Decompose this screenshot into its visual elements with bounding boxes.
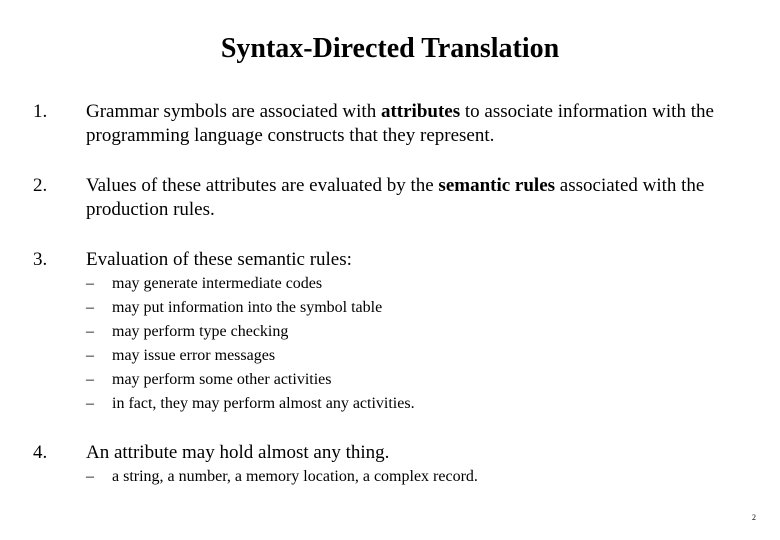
list-item	[86, 368, 415, 392]
list-item-text: may issue error messages	[112, 347, 276, 364]
page-number: 2	[752, 513, 756, 522]
point-2-bold-term: semantic rules	[438, 175, 556, 196]
point-3-text: Evaluation of these semantic rules:	[86, 249, 352, 270]
point-4-text: An attribute may hold almost any thing.	[86, 442, 390, 463]
dash-bullet: –	[86, 299, 94, 316]
point-1-text	[86, 100, 766, 148]
point-4-sublist	[86, 465, 478, 489]
dash-bullet: –	[86, 275, 94, 292]
list-item-text: may generate intermediate codes	[112, 275, 323, 292]
dash-bullet: –	[86, 371, 94, 388]
list-item	[86, 296, 415, 320]
list-item-text: in fact, they may perform almost any activities.	[112, 395, 415, 412]
point-2-text-pre: Values of these attributes are evaluated by the	[86, 175, 439, 196]
point-3-sublist	[86, 272, 415, 416]
list-item-text: may put information into the symbol table	[112, 299, 383, 316]
point-3-number: 3.	[33, 249, 48, 270]
list-item	[86, 344, 415, 368]
list-item-text: a string, a number, a memory location, a complex record.	[112, 468, 478, 485]
dash-bullet: –	[86, 395, 94, 412]
list-item	[86, 320, 415, 344]
point-4-number: 4.	[33, 442, 48, 463]
list-item	[86, 272, 415, 296]
point-1-text-post: to associate information with the programming language constructs that they represent.	[86, 101, 714, 146]
point-2-number: 2.	[33, 175, 48, 196]
point-1-bold-term: attributes	[380, 101, 461, 122]
dash-bullet: –	[86, 468, 94, 485]
point-2-text	[86, 174, 766, 222]
dash-bullet: –	[86, 347, 94, 364]
point-2-text-post: associated with the production rules.	[86, 175, 705, 220]
list-item	[86, 465, 478, 489]
list-item-text: may perform some other activities	[112, 371, 332, 388]
list-item	[86, 392, 415, 416]
list-item-text: may perform type checking	[112, 323, 289, 340]
point-1-text-pre: Grammar symbols are associated with	[86, 101, 381, 122]
dash-bullet: –	[86, 323, 94, 340]
point-1-number: 1.	[33, 101, 48, 122]
slide-title: Syntax-Directed Translation	[220, 33, 560, 64]
